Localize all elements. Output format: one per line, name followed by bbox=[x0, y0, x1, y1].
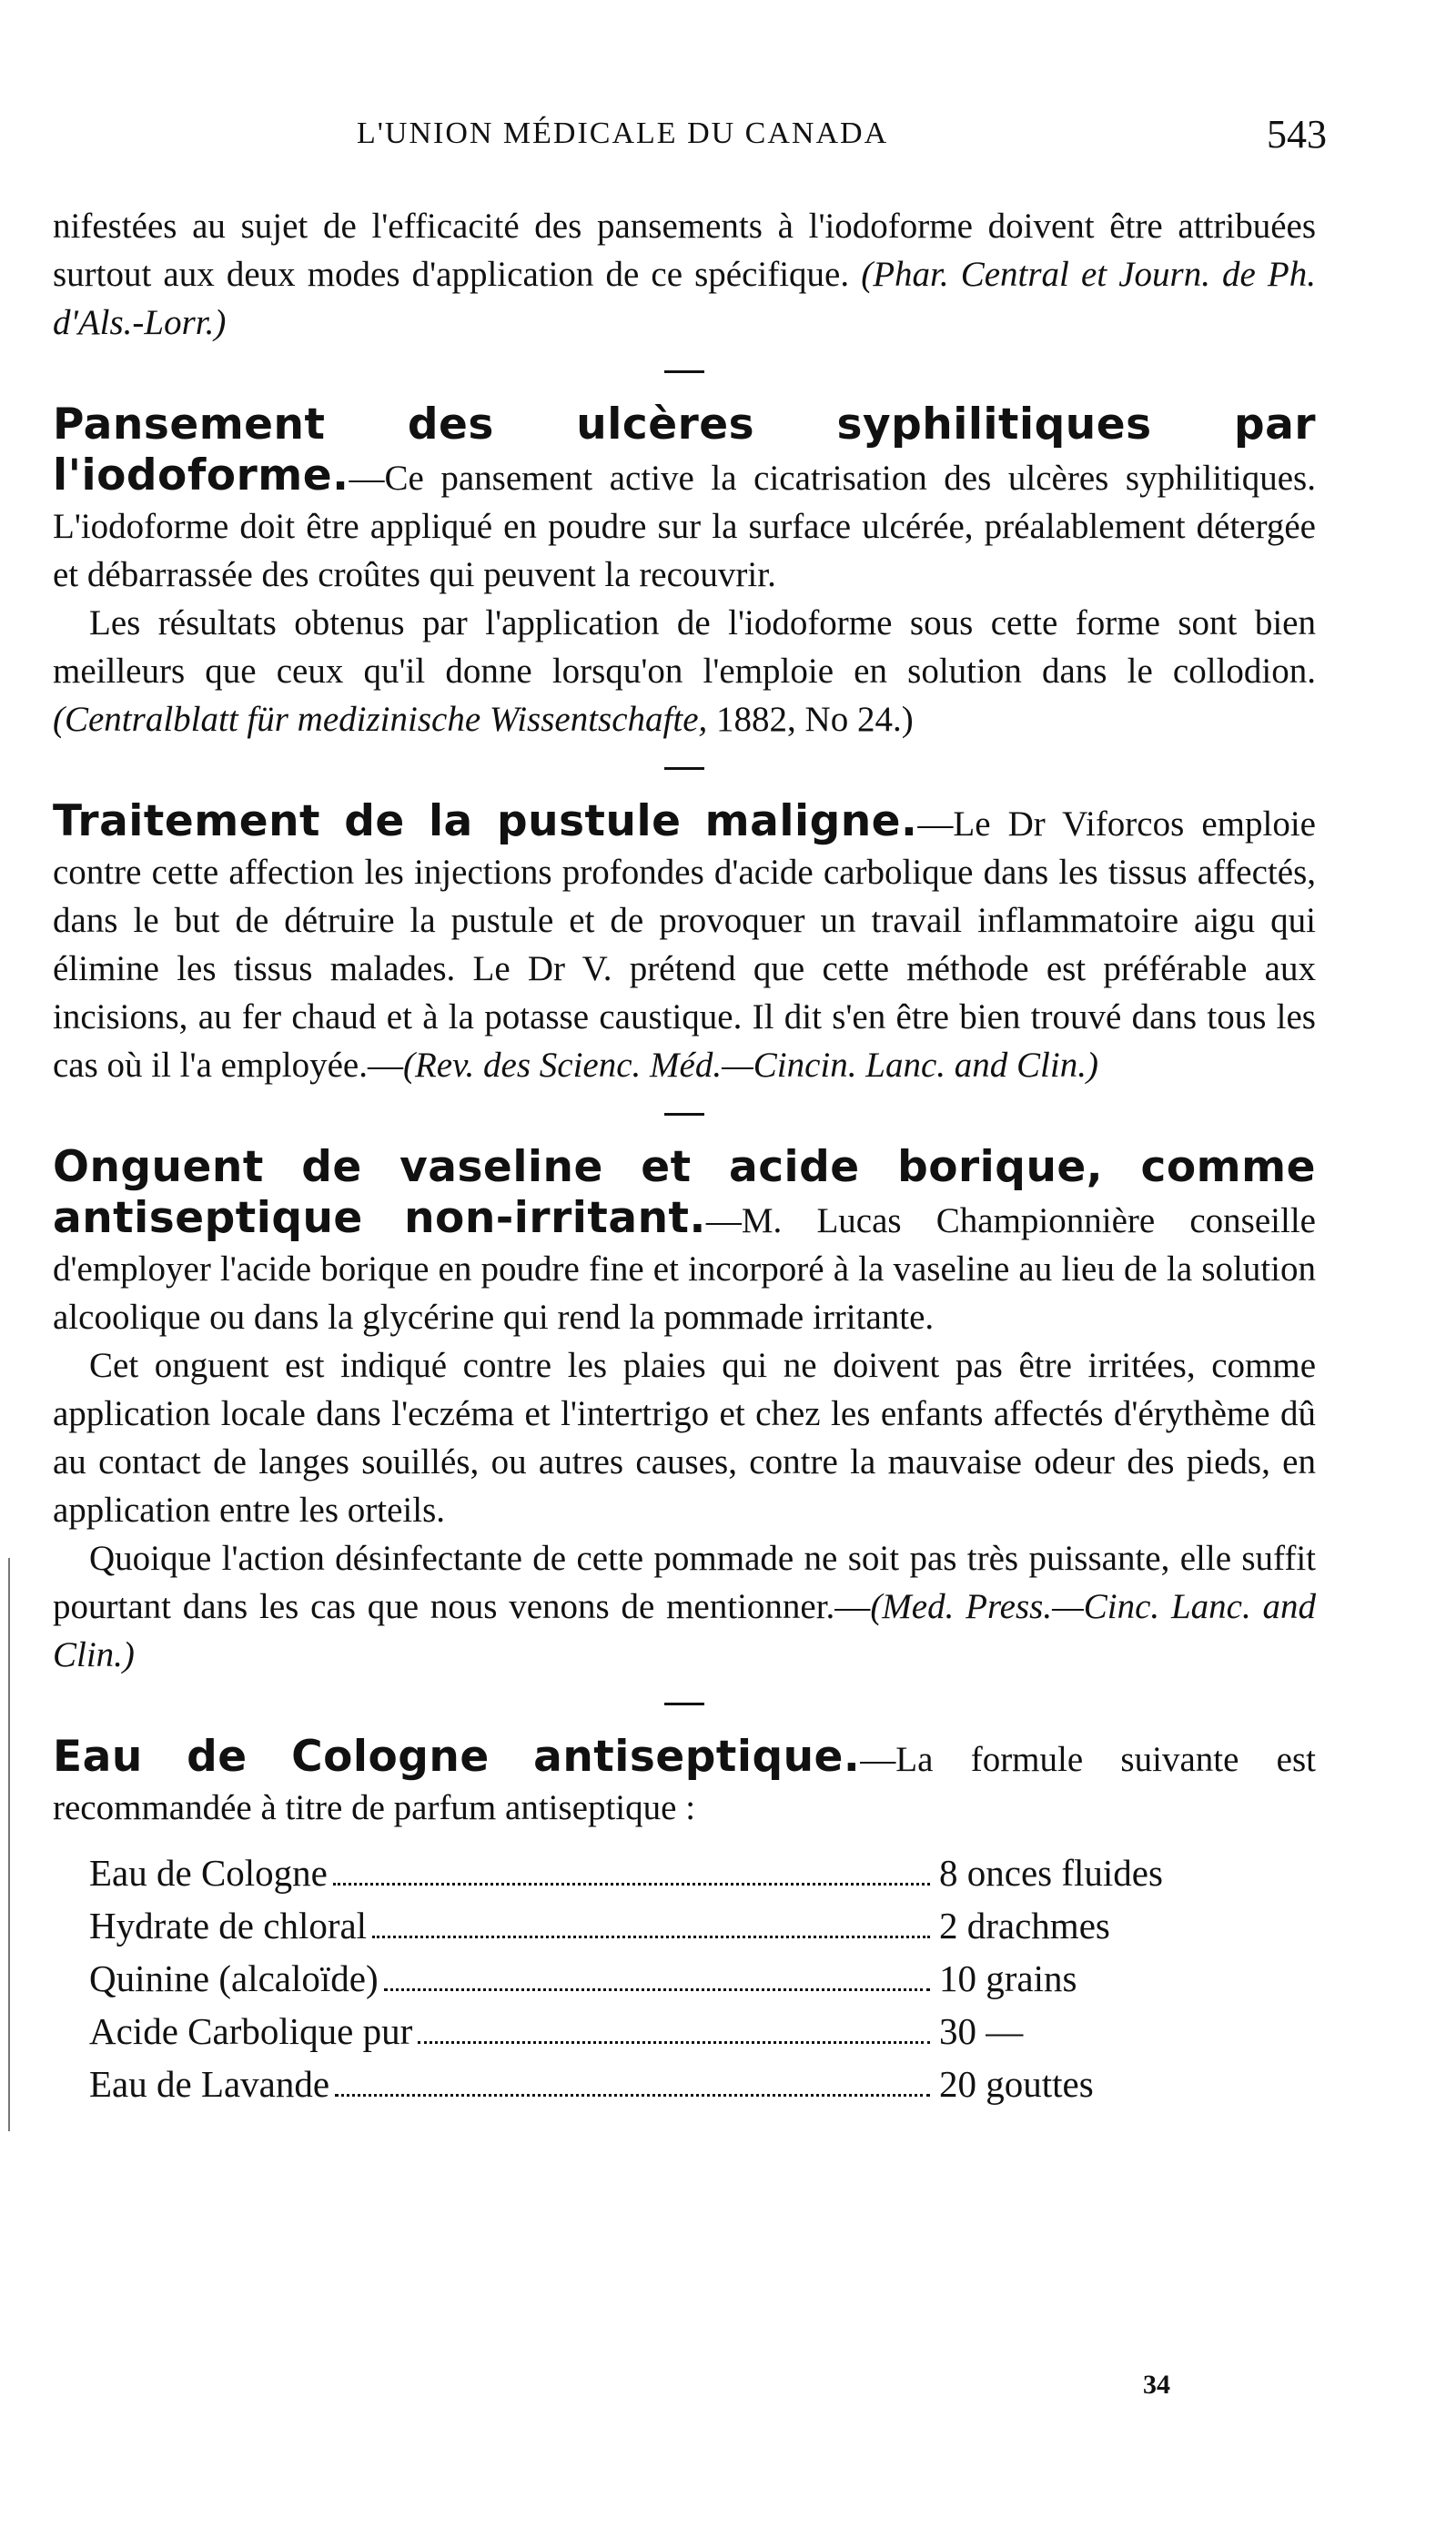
section-onguent-paragraph-3 bbox=[53, 1534, 1316, 1679]
recipe-row bbox=[89, 1899, 1272, 1952]
margin-rule bbox=[8, 1558, 10, 2131]
ingredient-quantity: 8 onces fluides bbox=[939, 1852, 1163, 1894]
page-number: 543 bbox=[1267, 112, 1327, 157]
section-cologne bbox=[53, 1733, 1316, 1832]
section-text: Quoique l'action désinfectante de cette pommade ne soit pas très puissante, elle suffit pourtant dans les cas que nous venons de mentionner.— bbox=[53, 1539, 1316, 1626]
section-text: —Ce pansement active la cicatrisation des ulcères syphilitiques. L'iodoforme doit être appliqué en poudre sur la surface ulcérée, préalablement détergée et débarrassée des croûtes qui peuvent la recouvrir. bbox=[53, 459, 1316, 594]
leader-dots bbox=[335, 2094, 930, 2097]
section-heading: Pansement des ulcères syphilitiques par l'iodoforme. bbox=[53, 399, 1316, 501]
recipe-row bbox=[89, 2058, 1272, 2110]
section-citation: (Med. Press.—Cinc. Lanc. and Clin.) bbox=[53, 1587, 1316, 1674]
section-heading: Onguent de vaseline et acide borique, comme antiseptique non-irritant. bbox=[53, 1142, 1316, 1243]
leader-dots bbox=[372, 1936, 930, 1938]
section-separator bbox=[664, 1113, 704, 1116]
ingredient-quantity: 10 grains bbox=[939, 1957, 1077, 1999]
section-ulceres-paragraph-2 bbox=[53, 599, 1316, 743]
ingredient-name: Eau de Cologne bbox=[89, 1852, 328, 1894]
section-text: —Le Dr Viforcos emploie contre cette affection les injections profondes d'acide carbolique dans les tissus affectés, dans le but de détruire la pustule et de provoquer un travail inflammatoire aigu qui élimine les tissus malades. Le Dr V. prétend que cette méthode est préférable aux incisions, au fer chaud et à la potasse caustique. Il dit s'en être bien trouvé dans tous les cas où il l'a employée.— bbox=[53, 804, 1316, 1085]
section-onguent-paragraph-2: Cet onguent est indiqué contre les plaies qui ne doivent pas être irritées, comme application locale dans l'eczéma et l'intertrigo et chez les enfants affectés d'érythème dû au contact de langes souillés, ou autres causes, contre la mauvaise odeur des pieds, en application entre les orteils. bbox=[53, 1346, 1316, 1530]
recipe-row bbox=[89, 1952, 1272, 2005]
section-separator bbox=[664, 767, 704, 770]
section-citation-tail: 1882, No 24.) bbox=[707, 700, 914, 739]
section-text: Les résultats obtenus par l'application de l'iodoforme sous cette forme sont bien meilleurs que ceux qu'il donne lorsqu'on l'emploie en solution dans le collodion. bbox=[53, 603, 1316, 691]
recipe-row bbox=[89, 2005, 1272, 2058]
ingredient-name: Eau de Lavande bbox=[89, 2063, 330, 2105]
journal-title: L'UNION MÉDICALE DU CANADA bbox=[357, 116, 889, 150]
section-ulceres bbox=[53, 400, 1316, 599]
section-separator bbox=[664, 370, 704, 373]
ingredient-name: Quinine (alcaloïde) bbox=[89, 1957, 379, 1999]
signature-mark: 34 bbox=[1143, 2370, 1170, 2400]
ingredient-name: Acide Carbolique pur bbox=[89, 2010, 413, 2052]
recipe-list bbox=[89, 1846, 1272, 2110]
section-separator bbox=[664, 1703, 704, 1705]
section-heading: Traitement de la pustule maligne. bbox=[53, 796, 918, 846]
section-text: —La formule suivante est recommandée à titre de parfum antiseptique : bbox=[53, 1740, 1316, 1827]
leader-dots bbox=[384, 1988, 930, 1991]
leader-dots bbox=[333, 1883, 930, 1886]
section-citation: (Centralblatt für medizinische Wissentschafte, bbox=[53, 700, 708, 739]
ingredient-name: Hydrate de chloral bbox=[89, 1905, 368, 1947]
running-head bbox=[0, 112, 1456, 162]
ingredient-quantity: 20 gouttes bbox=[939, 2063, 1094, 2105]
recipe-row bbox=[89, 1846, 1272, 1899]
intro-citation: (Phar. Central et Journ. de Ph. d'Als.-Lorr.) bbox=[53, 255, 1316, 342]
intro-text: nifestées au sujet de l'efficacité des pansements à l'iodoforme doivent être attribuées surtout aux deux modes d'application de ce spécifique. bbox=[53, 207, 1316, 294]
section-heading: Eau de Cologne antiseptique. bbox=[53, 1732, 861, 1782]
section-onguent bbox=[53, 1143, 1316, 1341]
intro-paragraph bbox=[53, 202, 1316, 347]
ingredient-quantity: 2 drachmes bbox=[939, 1905, 1110, 1947]
section-text: —M. Lucas Championnière conseille d'employer l'acide borique en poudre fine et incorporé à la vaseline au lieu de la solution alcoolique ou dans la glycérine qui rend la pommade irritante. bbox=[53, 1201, 1316, 1337]
section-pustule bbox=[53, 797, 1316, 1089]
ingredient-quantity: 30 — bbox=[939, 2010, 1024, 2052]
leader-dots bbox=[418, 2041, 930, 2044]
section-citation: (Rev. des Scienc. Méd.—Cincin. Lanc. and Clin.) bbox=[403, 1046, 1098, 1085]
article-body bbox=[53, 202, 1316, 2110]
